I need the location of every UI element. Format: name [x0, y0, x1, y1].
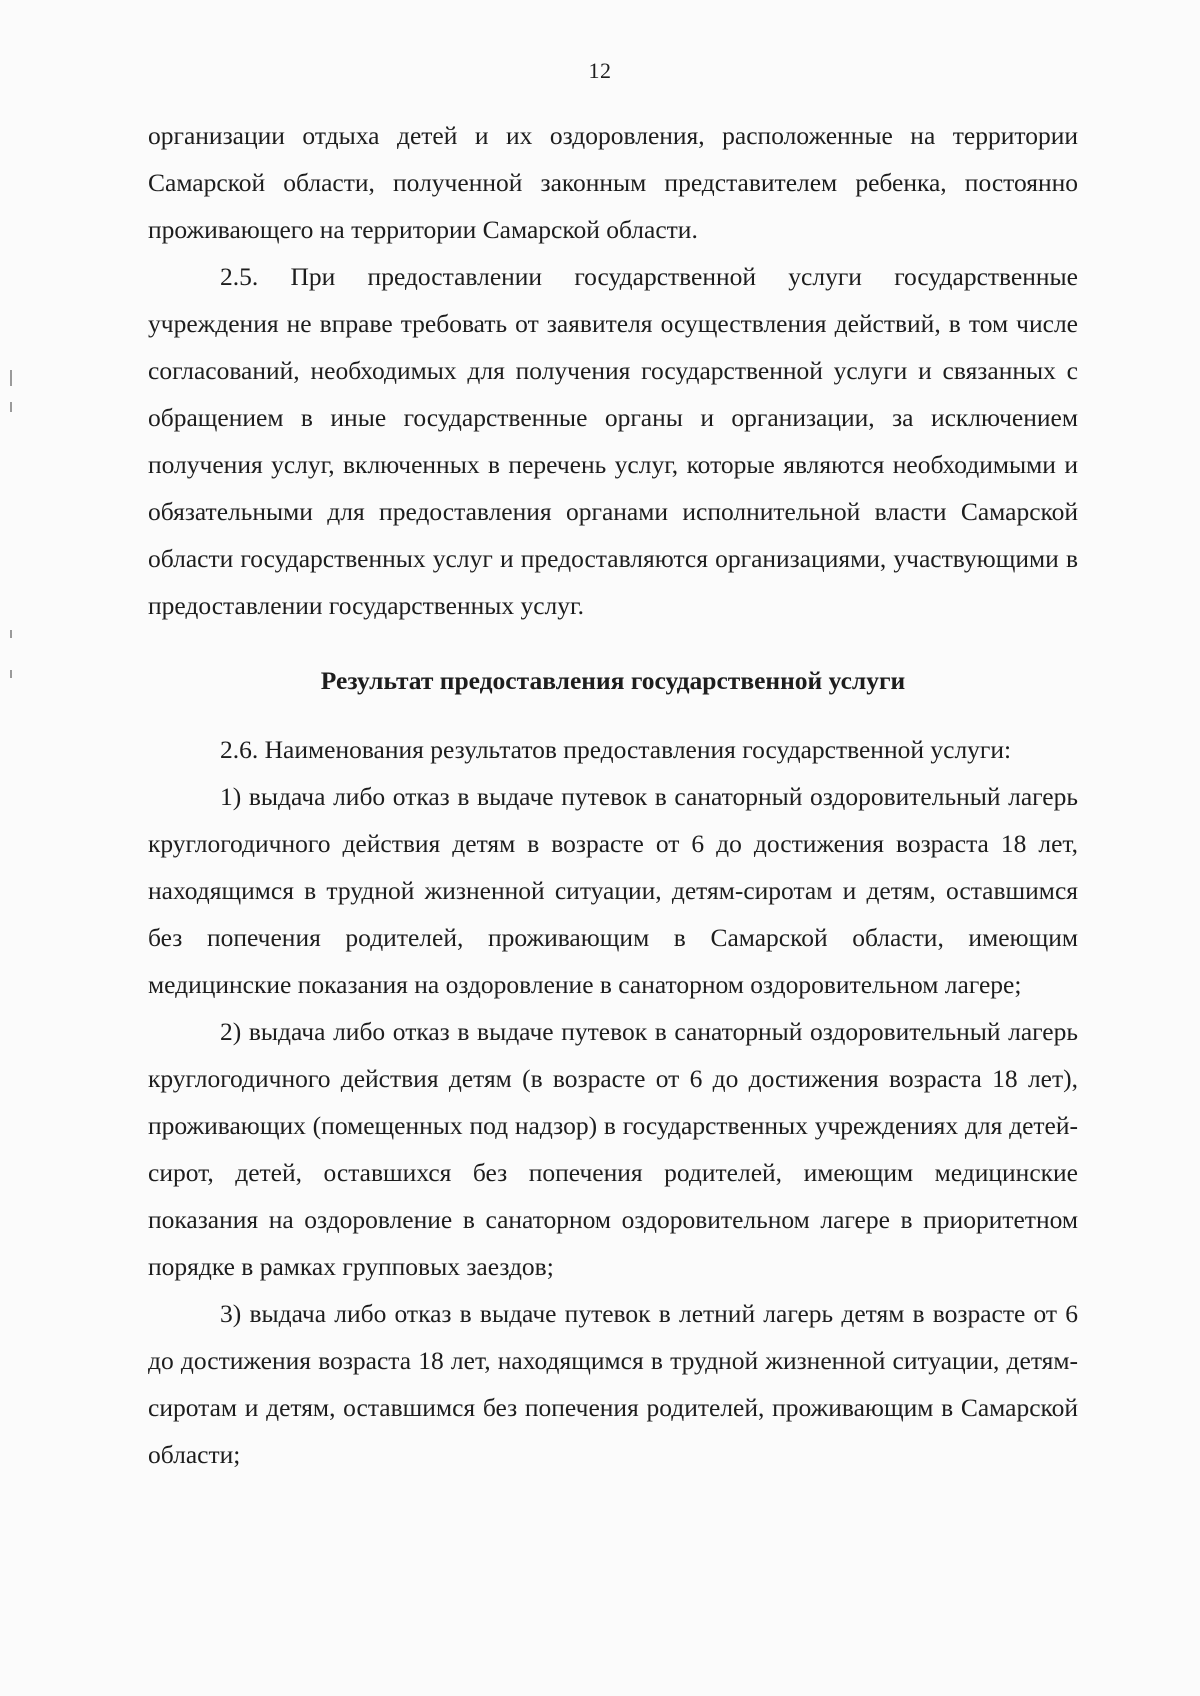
- document-body: [148, 112, 1078, 1478]
- paragraph-2-5: 2.5. При предоставлении государственной услуги государственные учреждения не вправе требовать от заявителя осуществления действий, в том числе согласований, необходимых для получения государственной услуги и связанных с обращением в иные государственные органы и организации, за исключением получения услуг, включенных в перечень услуг, которые являются необходимыми и обязательными для предоставления органами исполнительной власти Самарской области государственных услуг и предоставляются организациями, участвующими в предоставлении государственных услуг.: [148, 262, 1078, 620]
- page-number: 12: [588, 58, 612, 83]
- scan-mark: [10, 670, 12, 678]
- scan-mark: [10, 630, 12, 638]
- list-item-2: 2) выдача либо отказ в выдаче путевок в санаторный оздоровительный лагерь круглогодичного действия детям (в возрасте от 6 до достижения возраста 18 лет), проживающих (помещенных под надзор) в государственных учреждениях для детей-сирот, детей, оставшихся без попечения родителей, имеющим медицинские показания на оздоровление в санаторном оздоровительном лагере в приоритетном порядке в рамках групповых заездов;: [148, 1017, 1078, 1281]
- section-heading: Результат предоставления государственной услуги: [320, 666, 906, 695]
- scan-mark: [10, 402, 12, 412]
- paragraph-continuation: организации отдыха детей и их оздоровления, расположенные на территории Самарской области, полученной законным представителем ребенка, постоянно проживающего на территории Самарской области.: [148, 121, 1078, 244]
- list-item-1: 1) выдача либо отказ в выдаче путевок в санаторный оздоровительный лагерь круглогодичного действия детям в возрасте от 6 до достижения возраста 18 лет, находящимся в трудной жизненной ситуации, детям-сиротам и детям, оставшимся без попечения родителей, проживающим в Самарской области, имеющим медицинские показания на оздоровление в санаторном оздоровительном лагере;: [148, 782, 1078, 999]
- scan-mark: [10, 370, 12, 386]
- paragraph-2-6: 2.6. Наименования результатов предоставления государственной услуги:: [220, 735, 1012, 764]
- margin-scan-marks: [10, 370, 14, 750]
- list-item-3: 3) выдача либо отказ в выдаче путевок в летний лагерь детям в возрасте от 6 до достижения возраста 18 лет, находящимся в трудной жизненной ситуации, детям-сиротам и детям, оставшимся без попечения родителей, проживающим в Самарской области;: [148, 1299, 1078, 1469]
